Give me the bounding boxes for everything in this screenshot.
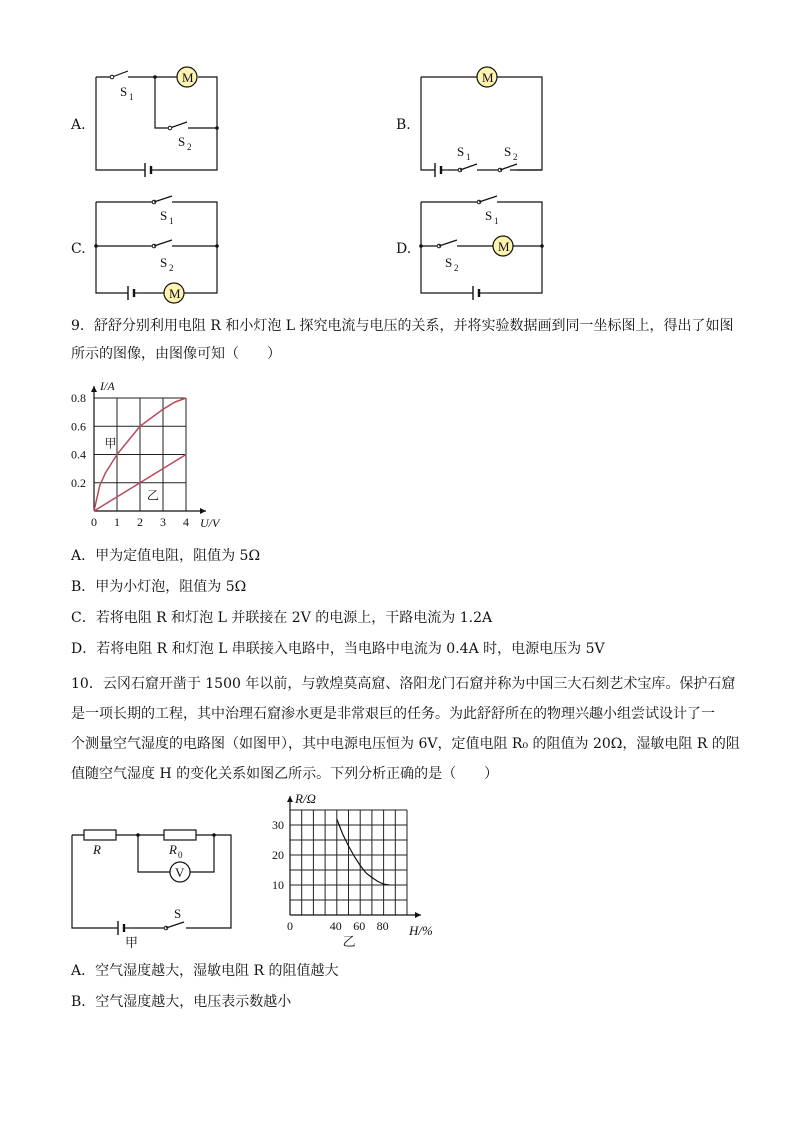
resistor-r (84, 830, 116, 840)
switch-s2-label: S (178, 134, 186, 149)
x-tick-label: 80 (376, 919, 389, 933)
resistor-r-label: R (93, 842, 101, 857)
motor-label: M (498, 239, 510, 254)
x-axis-label: H/% (409, 923, 433, 938)
q9-option-d[interactable]: D．若将电阻 R 和灯泡 L 串联接入电路中，当电路中电流为 0.4A 时，电源电压为 5V (71, 641, 605, 657)
iu-chart (66, 378, 246, 533)
q9-option-c[interactable]: C．若将电阻 R 和灯泡 L 并联接在 2V 的电源上，干路电流为 1.2A (71, 610, 493, 626)
y-axis-label: I/A (100, 379, 115, 393)
option-c-letter: C. (71, 241, 86, 257)
circuit-c (90, 190, 230, 305)
y-axis-arrow (287, 796, 293, 802)
y-tick-label: 0.4 (71, 447, 86, 462)
q9-option-a[interactable]: A．甲为定值电阻，阻值为 5Ω (71, 548, 261, 564)
svg-text:1: 1 (129, 92, 134, 102)
svg-text:2: 2 (513, 152, 518, 162)
switch-s1-label: S (457, 144, 465, 159)
svg-text:2: 2 (454, 263, 459, 273)
motor-label: M (182, 70, 194, 85)
switch-s1-label: S (485, 208, 493, 223)
series-label-jia: 甲 (104, 436, 117, 451)
series-line-r (337, 819, 390, 885)
y-tick-label: 0.6 (71, 419, 86, 434)
grid-lines (290, 810, 407, 915)
x-tick-label: 3 (160, 515, 166, 529)
q10-stem-line1: 10．云冈石窟开凿于 1500 年以前，与敦煌莫高窟、洛阳龙门石窟并称为中国三大石刻艺术宝库。保护石窟 (71, 676, 736, 692)
q9-option-b[interactable]: B．甲为小灯泡，阻值为 5Ω (71, 579, 247, 595)
x-tick-label: 2 (137, 515, 143, 529)
x-tick-label: 60 (353, 919, 366, 933)
circuit-caption: 甲 (125, 935, 139, 950)
switch-s1-label: S (120, 84, 128, 99)
grid-lines (94, 398, 186, 511)
resistor-r0 (164, 830, 196, 840)
switch-s2-label: S (504, 144, 512, 159)
chart-caption: 乙 (342, 934, 356, 949)
q9-stem-line1: 9．舒舒分别利用电阻 R 和小灯泡 L 探究电流与电压的关系，并将实验数据画到同一坐标图上，得出了如图 (71, 318, 734, 334)
q10-option-b[interactable]: B．空气湿度越大，电压表示数越小 (71, 994, 292, 1010)
voltmeter-label: V (175, 865, 185, 880)
svg-text:2: 2 (169, 263, 174, 273)
q10-stem-line2: 是一项长期的工程，其中治理石窟渗水更是非常艰巨的任务。为此舒舒所在的物理兴趣小组尝试设计了一 (71, 706, 715, 722)
x-axis-arrow (415, 912, 421, 918)
x-axis-arrow (200, 508, 206, 514)
q10-option-a[interactable]: A．空气湿度越大，湿敏电阻 R 的阻值越大 (71, 963, 339, 979)
svg-text:1: 1 (169, 216, 174, 226)
y-tick-label: 20 (272, 848, 284, 862)
svg-text:2: 2 (187, 142, 192, 152)
y-tick-label: 10 (272, 878, 284, 892)
q10-stem-line3: 个测量空气湿度的电路图（如图甲），其中电源电压恒为 6V，定值电阻 R₀ 的阻值为 20Ω，湿敏电阻 R 的阻 (71, 736, 740, 752)
y-axis-label: R/Ω (295, 791, 316, 806)
x-tick-label: 0 (287, 919, 293, 933)
x-tick-label: 4 (183, 515, 189, 529)
option-b-letter: B. (396, 117, 411, 133)
circuit-d (415, 190, 555, 305)
x-tick-label: 0 (91, 515, 97, 529)
resistor-r0-label: R (169, 842, 177, 857)
x-tick-label: 1 (114, 515, 120, 529)
y-tick-label: 0.2 (71, 475, 86, 490)
circuit-humidity (66, 820, 246, 950)
series-label-yi: 乙 (146, 488, 159, 503)
switch-s2-label: S (445, 255, 453, 270)
switch-s-label: S (174, 906, 182, 921)
y-tick-label: 0.8 (71, 391, 86, 405)
x-tick-label: 40 (329, 919, 342, 933)
svg-text:0: 0 (178, 850, 183, 860)
option-d-letter: D. (396, 241, 412, 257)
svg-text:1: 1 (466, 152, 471, 162)
motor-label: M (482, 70, 494, 85)
rh-chart (270, 788, 450, 956)
circuit-a (90, 62, 230, 177)
circuit-b (415, 62, 555, 177)
svg-text:1: 1 (494, 216, 499, 226)
option-a-letter: A. (71, 117, 86, 133)
switch-s2-label: S (160, 255, 168, 270)
motor-label: M (169, 286, 181, 301)
q9-stem-line2: 所示的图像，由图像可知（ ） (71, 346, 281, 362)
x-axis-label: U/V (200, 516, 220, 530)
switch-s1-label: S (160, 208, 168, 223)
q10-stem-line4: 值随空气湿度 H 的变化关系如图乙所示。下列分析正确的是（ ） (71, 766, 499, 782)
y-tick-label: 30 (272, 818, 284, 832)
y-axis-arrow (91, 386, 97, 392)
